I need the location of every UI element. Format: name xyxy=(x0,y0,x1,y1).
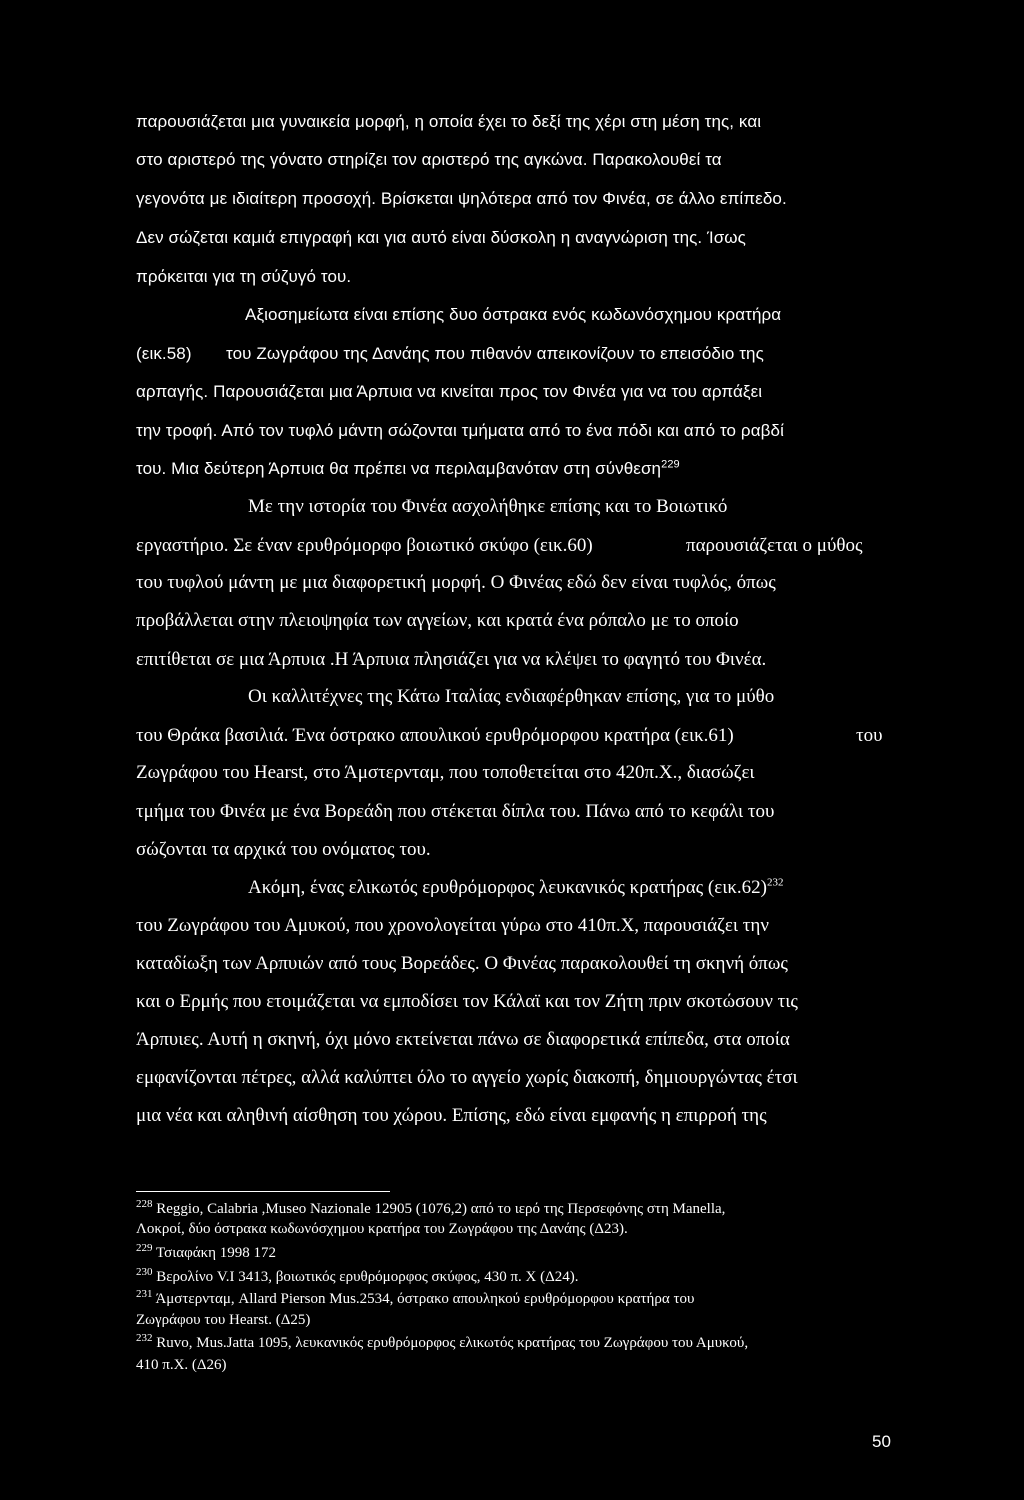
body-line: του xyxy=(856,725,883,746)
footnote-text: 410 π.Χ. (Δ26) xyxy=(136,1357,227,1373)
body-line: και ο Ερμής που ετοιμάζεται να εμποδίσει τον Κάλαϊ και τον Ζήτη πριν σκοτώσουν τις xyxy=(136,991,798,1012)
body-line: του Ζωγράφου της Δανάης που πιθανόν απεικονίζουν το επεισόδιο της xyxy=(226,344,764,363)
body-line: του Ζωγράφου του Αμυκού, που χρονολογείται γύρω στο 410π.Χ, παρουσιάζει την xyxy=(136,915,769,936)
body-line: εργαστήριο. Σε έναν ερυθρόμορφο βοιωτικό σκύφο (εικ.60) xyxy=(136,535,593,556)
footnote-marker: 229 xyxy=(661,458,680,471)
footnote-text: Reggio, Calabria ,Museo Nazionale 12905 (1076,2) από το ιερό της Περσεφόνης στη Manella, xyxy=(156,1201,726,1217)
body-line: Δεν σώζεται καμιά επιγραφή και για αυτό είναι δύσκολη η αναγνώριση της. Ίσως xyxy=(136,228,746,247)
body-line: παρουσιάζεται ο μύθος xyxy=(686,535,863,556)
footnote-text: Άμστερνταμ, Allard Pierson Mus.2534, όστρακο απουληκού ερυθρόμορφου κρατήρα του xyxy=(155,1291,695,1307)
body-line: Άρπυιες. Αυτή η σκηνή, όχι μόνο εκτείνεται πάνω σε διαφορετικά επίπεδα, στα οποία xyxy=(136,1029,790,1050)
body-line: την τροφή. Από τον τυφλό μάντη σώζονται τμήματα από το ένα πόδι και από το ραβδί xyxy=(136,421,784,440)
footnote-text: Τσιαφάκη 1998 172 xyxy=(155,1245,277,1261)
footnote-text: Ζωγράφου του Hearst. (Δ25) xyxy=(136,1312,311,1328)
body-line: πρόκειται για τη σύζυγό του. xyxy=(136,267,352,286)
body-line: επιτίθεται σε μια Άρπυια .Η Άρπυια πλησιάζει για να κλέψει το φαγητό του Φινέα. xyxy=(136,649,767,670)
body-line: στο αριστερό της γόνατο στηρίζει τον αριστερό της αγκώνα. Παρακολουθεί τα xyxy=(136,150,722,169)
footnote-number: 232 xyxy=(136,1332,153,1344)
footnote-separator xyxy=(136,1191,390,1192)
page-number: 50 xyxy=(872,1432,891,1451)
footnote-number: 228 xyxy=(136,1198,153,1210)
body-line xyxy=(136,460,680,477)
footnote xyxy=(136,1332,749,1351)
body-line-text: Ακόμη, ένας ελικωτός ερυθρόμορφος λευκανικός κρατήρας (εικ.62) xyxy=(248,877,768,898)
body-line: Οι καλλιτέχνες της Κάτω Ιταλίας ενδιαφέρθηκαν επίσης, για το μύθο xyxy=(248,686,775,707)
footnote xyxy=(136,1313,310,1328)
footnote-number: 230 xyxy=(136,1266,153,1278)
body-line: του Θράκα βασιλιά. Ένα όστρακο απουλικού ερυθρόμορφου κρατήρα (εικ.61) xyxy=(136,725,734,746)
body-line xyxy=(248,878,784,897)
body-line: αρπαγής. Παρουσιάζεται μια Άρπυια να κινείται προς τον Φινέα για να του αρπάξει xyxy=(136,382,763,401)
body-line: του τυφλού μάντη με μια διαφορετική μορφή. Ο Φινέας εδώ δεν είναι τυφλός, όπως xyxy=(136,572,776,593)
body-line: σώζονται τα αρχικά του ονόματος του. xyxy=(136,839,431,860)
body-line: καταδίωξη των Αρπυιών από τους Βορεάδες. Ο Φινέας παρακολουθεί τη σκηνή όπως xyxy=(136,953,788,974)
footnote xyxy=(136,1198,726,1217)
footnote-text: Ruvo, Mus.Jatta 1095, λευκανικός ερυθρόμορφος ελικωτός κρατήρας του Ζωγράφου του Αμυκού, xyxy=(156,1335,749,1351)
body-line: εμφανίζονται πέτρες, αλλά καλύπτει όλο το αγγείο χωρίς διακοπή, δημιουργώντας έτσι xyxy=(136,1067,798,1088)
footnote xyxy=(136,1358,227,1373)
body-line: γεγονότα με ιδιαίτερη προσοχή. Βρίσκεται ψηλότερα από τον Φινέα, σε άλλο επίπεδο. xyxy=(136,189,787,208)
footnote xyxy=(136,1222,628,1237)
footnote-number: 229 xyxy=(136,1242,153,1254)
body-line: Ζωγράφου του Hearst, στο Άμστερνταμ, που τοποθετείται στο 420π.Χ., διασώζει xyxy=(136,762,755,783)
body-line: παρουσιάζεται μια γυναικεία μορφή, η οποία έχει το δεξί της χέρι στη μέση της, και xyxy=(136,112,762,131)
footnote-marker: 232 xyxy=(767,876,784,889)
footnote-number: 231 xyxy=(136,1288,153,1300)
footnote-text: Λοκροί, δύο όστρακα κωδωνόσχημου κρατήρα του Ζωγράφου της Δανάης (Δ23). xyxy=(136,1221,628,1237)
body-line-text: του. Μια δεύτερη Άρπυια θα πρέπει να περιλαμβανόταν στη σύνθεση xyxy=(136,459,662,478)
body-line: Με την ιστορία του Φινέα ασχολήθηκε επίσης και το Βοιωτικό xyxy=(248,496,728,517)
footnote-text: Βερολίνο V.I 3413, βοιωτικός ερυθρόμορφος σκύφος, 430 π. Χ (Δ24). xyxy=(156,1269,579,1285)
figure-reference: (εικ.58) xyxy=(136,344,192,363)
body-line: μια νέα και αληθινή αίσθηση του χώρου. Επίσης, εδώ είναι εμφανής η επιρροή της xyxy=(136,1105,767,1126)
body-line: τμήμα του Φινέα με ένα Βορεάδη που στέκεται δίπλα του. Πάνω από το κεφάλι του xyxy=(136,801,775,822)
footnote xyxy=(136,1288,695,1307)
footnote xyxy=(136,1266,579,1285)
body-line: προβάλλεται στην πλειοψηφία των αγγείων, και κρατά ένα ρόπαλο με το οποίο xyxy=(136,610,739,631)
footnote xyxy=(136,1242,277,1261)
body-line: Αξιοσημείωτα είναι επίσης δυο όστρακα ενός κωδωνόσχημου κρατήρα xyxy=(245,305,782,324)
